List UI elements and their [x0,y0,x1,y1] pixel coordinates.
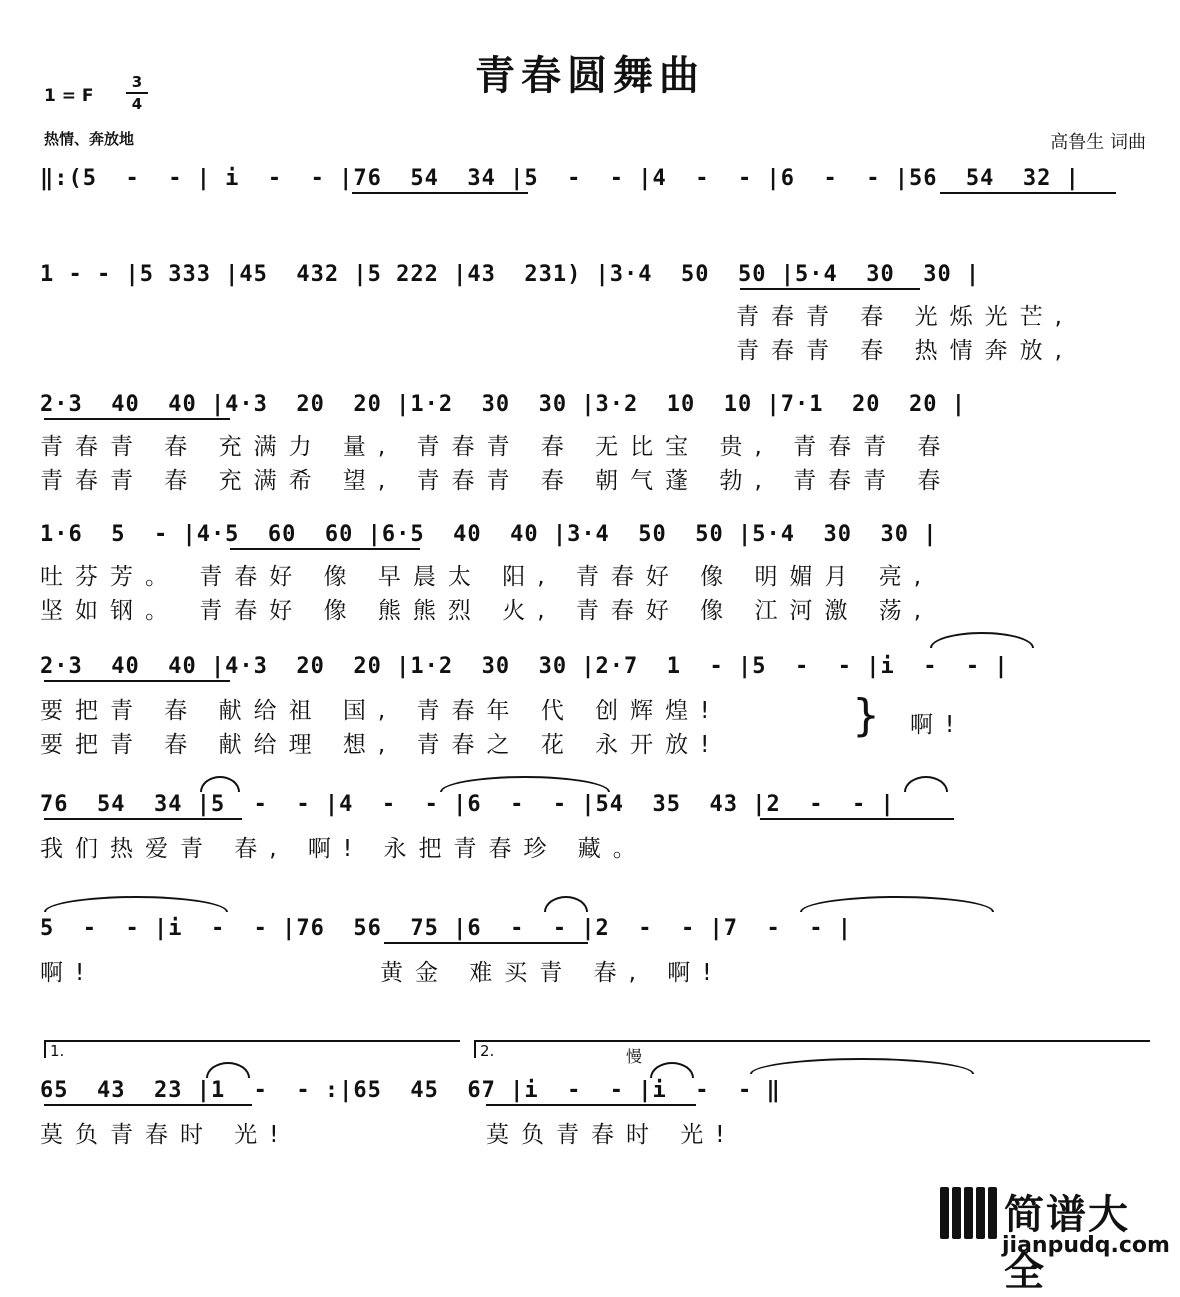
staff-line-1: ‖:(5 - - | i - - |76 54 34 |5 - - |4 - - |6 - - |56 54 32 | [40,166,1080,191]
staff-line-3: 2·3 40 40 |4·3 20 20 |1·2 30 30 |3·2 10 10 |7·1 20 20 | [40,392,966,417]
staff-line-4: 1·6 5 - |4·5 60 60 |6·5 40 40 |3·4 50 50 |5·4 30 30 | [40,522,938,547]
staff-line-2: 1 - - |5 333 |45 432 |5 222 |43 231) |3·4 50 50 |5·4 30 30 | [40,262,981,287]
lyric-line-3b: 青春青 春 充满希 望, 青春青 春 朝气蓬 勃, 青春青 春 [40,468,953,494]
lyric-line-8b: 莫负青春时 光! [486,1122,737,1148]
lyric-line-5b: 要把青 春 献给理 想, 青春之 花 永开放! [40,732,722,758]
author-credit: 高鲁生 词曲 [1050,132,1146,153]
lyric-line-5c: 啊! [910,712,967,738]
lyric-line-4a: 吐芬芳。 青春好 像 早晨太 阳, 青春好 像 明媚月 亮, [40,564,934,590]
staff-line-5: 2·3 40 40 |4·3 20 20 |1·2 30 30 |2·7 1 - |5 - - |i - - | [40,654,1009,679]
lyric-line-3a: 青春青 春 充满力 量, 青春青 春 无比宝 贵, 青春青 春 [40,434,953,460]
volta-2: 2. [474,1040,1150,1058]
volta-1: 1. [44,1040,460,1058]
piano-keys-icon [940,1187,998,1239]
key-signature: 1 = F [44,86,94,106]
slow-marking: 慢 [626,1047,643,1066]
staff-line-7: 5 - - |i - - |76 56 75 |6 - - |2 - - |7 - - | [40,916,852,941]
lyric-line-7b: 黄金 难买青 春, 啊! [380,960,724,986]
time-signature [126,72,148,114]
logo-name: 简谱大全 [1004,1192,1130,1295]
beam-line-2 [740,288,920,290]
beam-line-3 [44,418,230,420]
tempo-marking: 热情、奔放地 [44,130,135,148]
site-logo [940,1183,1170,1295]
logo-url: jianpudq.com [1002,1233,1170,1258]
lyric-line-8a: 莫负青春时 光! [40,1122,291,1148]
lyric-line-6: 我们热爱青 春, 啊! 永把青春珍 藏。 [40,836,648,862]
beam-line-1b [940,192,1116,194]
beam-line-8b [486,1104,696,1106]
lyric-line-2a: 青春青 春 光烁光芒, [736,304,1074,330]
beam-line-6a [44,818,242,820]
beam-line-4 [230,548,420,550]
song-title: 青春圆舞曲 [475,53,705,99]
slur-5 [930,632,1034,648]
lyric-line-2b: 青春青 春 热情奔放, [736,338,1074,364]
beam-line-8a [44,1104,252,1106]
time-bottom: 4 [131,95,143,113]
beam-line-7 [384,942,588,944]
beam-line-5 [44,680,230,682]
lyric-brace: } [852,690,880,741]
staff-line-6: 76 54 34 |5 - - |4 - - |6 - - |54 35 43 |2 - - | [40,792,895,817]
lyric-line-7a: 啊! [40,960,97,986]
beam-line-6b [760,818,954,820]
beam-line-1a [352,192,528,194]
lyric-line-5a: 要把青 春 献给祖 国, 青春年 代 创辉煌! [40,698,722,724]
lyric-line-4b: 坚如钢。 青春好 像 熊熊烈 火, 青春好 像 江河激 荡, [40,598,934,624]
time-top: 3 [131,73,143,91]
staff-line-8: 65 43 23 |1 - - :|65 45 67 |i - - |i - - ‖ [40,1078,781,1103]
